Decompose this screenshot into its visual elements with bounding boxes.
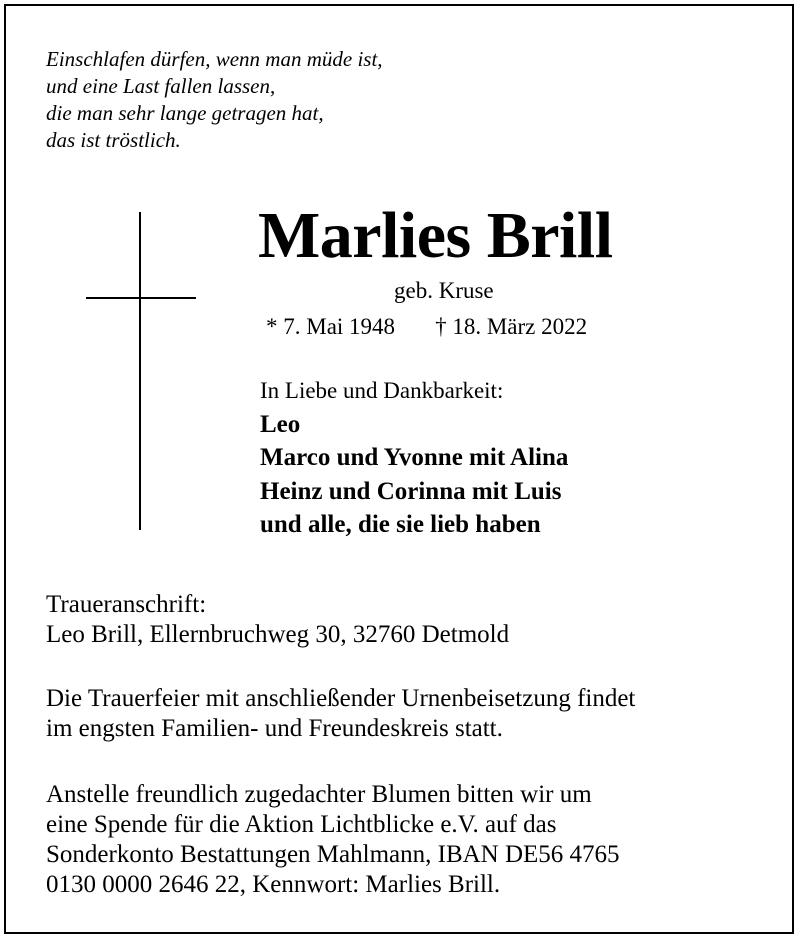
death-date: † 18. März 2022 bbox=[435, 314, 588, 339]
maiden-name: geb. Kruse bbox=[394, 278, 494, 303]
mourner-name: Leo bbox=[260, 410, 301, 438]
mourner-name: und alle, die sie lieb haben bbox=[260, 511, 541, 538]
donation-note bbox=[46, 780, 620, 900]
life-dates bbox=[266, 312, 587, 342]
cross-icon-bar bbox=[86, 297, 196, 299]
poem bbox=[46, 46, 383, 154]
birth-date: * 7. Mai 1948 bbox=[266, 314, 396, 339]
donation-line: Sonderkonto Bestattungen Mahlmann, IBAN DE56 4765 bbox=[46, 841, 620, 868]
mourner-name: Marco und Yvonne mit Alina bbox=[260, 444, 569, 471]
donation-line: Anstelle freundlich zugedachter Blumen bitten wir um bbox=[46, 781, 592, 808]
funeral-service-note bbox=[46, 684, 635, 744]
service-line: im engsten Familien- und Freundeskreis statt. bbox=[46, 715, 503, 742]
donation-line: 0130 0000 2646 22, Kennwort: Marlies Brill. bbox=[46, 871, 501, 898]
donation-line: eine Spende für die Aktion Lichtblicke e.V. auf das bbox=[46, 811, 557, 838]
poem-line: das ist tröstlich. bbox=[46, 128, 181, 152]
address-line: Leo Brill, Ellernbruchweg 30, 32760 Detmold bbox=[46, 621, 510, 648]
mourners bbox=[260, 374, 568, 542]
service-line: Die Trauerfeier mit anschließender Urnenbeisetzung findet bbox=[46, 685, 636, 712]
cross-icon bbox=[139, 212, 141, 530]
poem-line: und eine Last fallen lassen, bbox=[46, 74, 276, 98]
mourner-name: Heinz und Corinna mit Luis bbox=[260, 477, 562, 505]
poem-line: Einschlafen dürfen, wenn man müde ist, bbox=[46, 47, 383, 71]
mourning-address bbox=[46, 590, 509, 650]
deceased-name: Marlies Brill bbox=[258, 199, 613, 272]
poem-line: die man sehr lange getragen hat, bbox=[46, 101, 324, 125]
mourners-intro: In Liebe und Dankbarkeit: bbox=[260, 378, 504, 403]
address-label: Traueranschrift: bbox=[46, 591, 207, 618]
